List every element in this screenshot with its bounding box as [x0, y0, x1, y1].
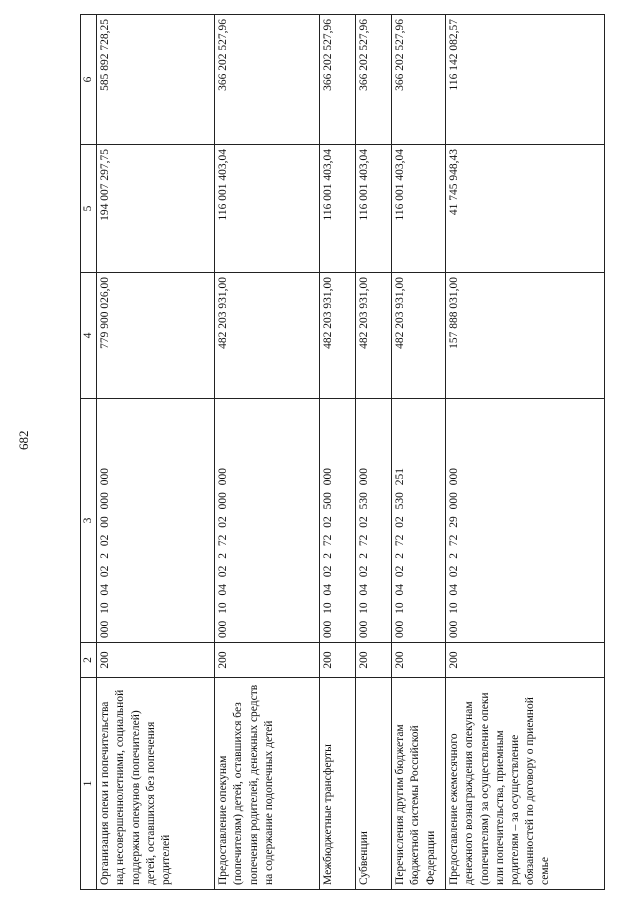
header-row: [81, 15, 97, 890]
row-value-6: 585 892 728,25: [97, 15, 215, 145]
row-name: Субвенции: [356, 678, 392, 890]
row-value-6: 366 202 527,96: [356, 15, 392, 145]
row-col2: 200: [392, 643, 446, 678]
row-value-6: 366 202 527,96: [392, 15, 446, 145]
table-row: [215, 15, 320, 890]
row-code: 000 10 04 02 2 72 02 530 251: [392, 399, 446, 643]
row-value-5: 41 745 948,43: [446, 145, 605, 273]
col-header-2: 2: [81, 643, 97, 678]
row-value-5: 116 001 403,04: [356, 145, 392, 273]
row-value-4: 157 888 031,00: [446, 273, 605, 399]
row-value-4: 482 203 931,00: [320, 273, 356, 399]
row-col2: 200: [215, 643, 320, 678]
col-header-4: 4: [81, 273, 97, 399]
row-name: Перечисления другим бюджетам бюджетной системы Российской Федерации: [392, 678, 446, 890]
budget-table: [80, 14, 605, 890]
table-row: [320, 15, 356, 890]
row-name: Межбюджетные трансферты: [320, 678, 356, 890]
budget-table-container: [80, 15, 605, 890]
row-value-5: 116 001 403,04: [215, 145, 320, 273]
page-number: 682: [16, 430, 31, 450]
table-row: [446, 15, 605, 890]
row-value-4: 779 900 026,00: [97, 273, 215, 399]
row-code: 000 10 04 02 2 72 29 000 000: [446, 399, 605, 643]
row-value-6: 116 142 082,57: [446, 15, 605, 145]
row-code: 000 10 04 02 2 72 02 530 000: [356, 399, 392, 643]
row-name: Предоставление опекунам (попечителям) детей, оставшихся без попечения родителей, денежных средств на содержание подопечных детей: [215, 678, 320, 890]
row-code: 000 10 04 02 2 72 02 500 000: [320, 399, 356, 643]
col-header-1: 1: [81, 678, 97, 890]
row-col2: 200: [446, 643, 605, 678]
row-value-5: 116 001 403,04: [392, 145, 446, 273]
col-header-6: 6: [81, 15, 97, 145]
row-value-5: 116 001 403,04: [320, 145, 356, 273]
col-header-3: 3: [81, 399, 97, 643]
row-value-4: 482 203 931,00: [392, 273, 446, 399]
row-code: 000 10 04 02 2 72 02 000 000: [215, 399, 320, 643]
row-value-6: 366 202 527,96: [320, 15, 356, 145]
row-col2: 200: [320, 643, 356, 678]
row-col2: 200: [356, 643, 392, 678]
table-row: [392, 15, 446, 890]
row-name: Организация опеки и попечительства над несовершеннолетними, социальной поддержки опекунов (попечителей) детей, оставшихся без попечения родителей: [97, 678, 215, 890]
row-name: Предоставление ежемесячного денежного вознаграждения опекунам (попечителям) за осуществление опеки или попечительства, приемным родителям – за осуществление обязанностей по договору о приемной семье: [446, 678, 605, 890]
row-col2: 200: [97, 643, 215, 678]
row-value-4: 482 203 931,00: [356, 273, 392, 399]
table-row: [356, 15, 392, 890]
row-value-4: 482 203 931,00: [215, 273, 320, 399]
col-header-5: 5: [81, 145, 97, 273]
row-code: 000 10 04 02 2 02 00 000 000: [97, 399, 215, 643]
row-value-5: 194 007 297,75: [97, 145, 215, 273]
table-row: [97, 15, 215, 890]
row-value-6: 366 202 527,96: [215, 15, 320, 145]
